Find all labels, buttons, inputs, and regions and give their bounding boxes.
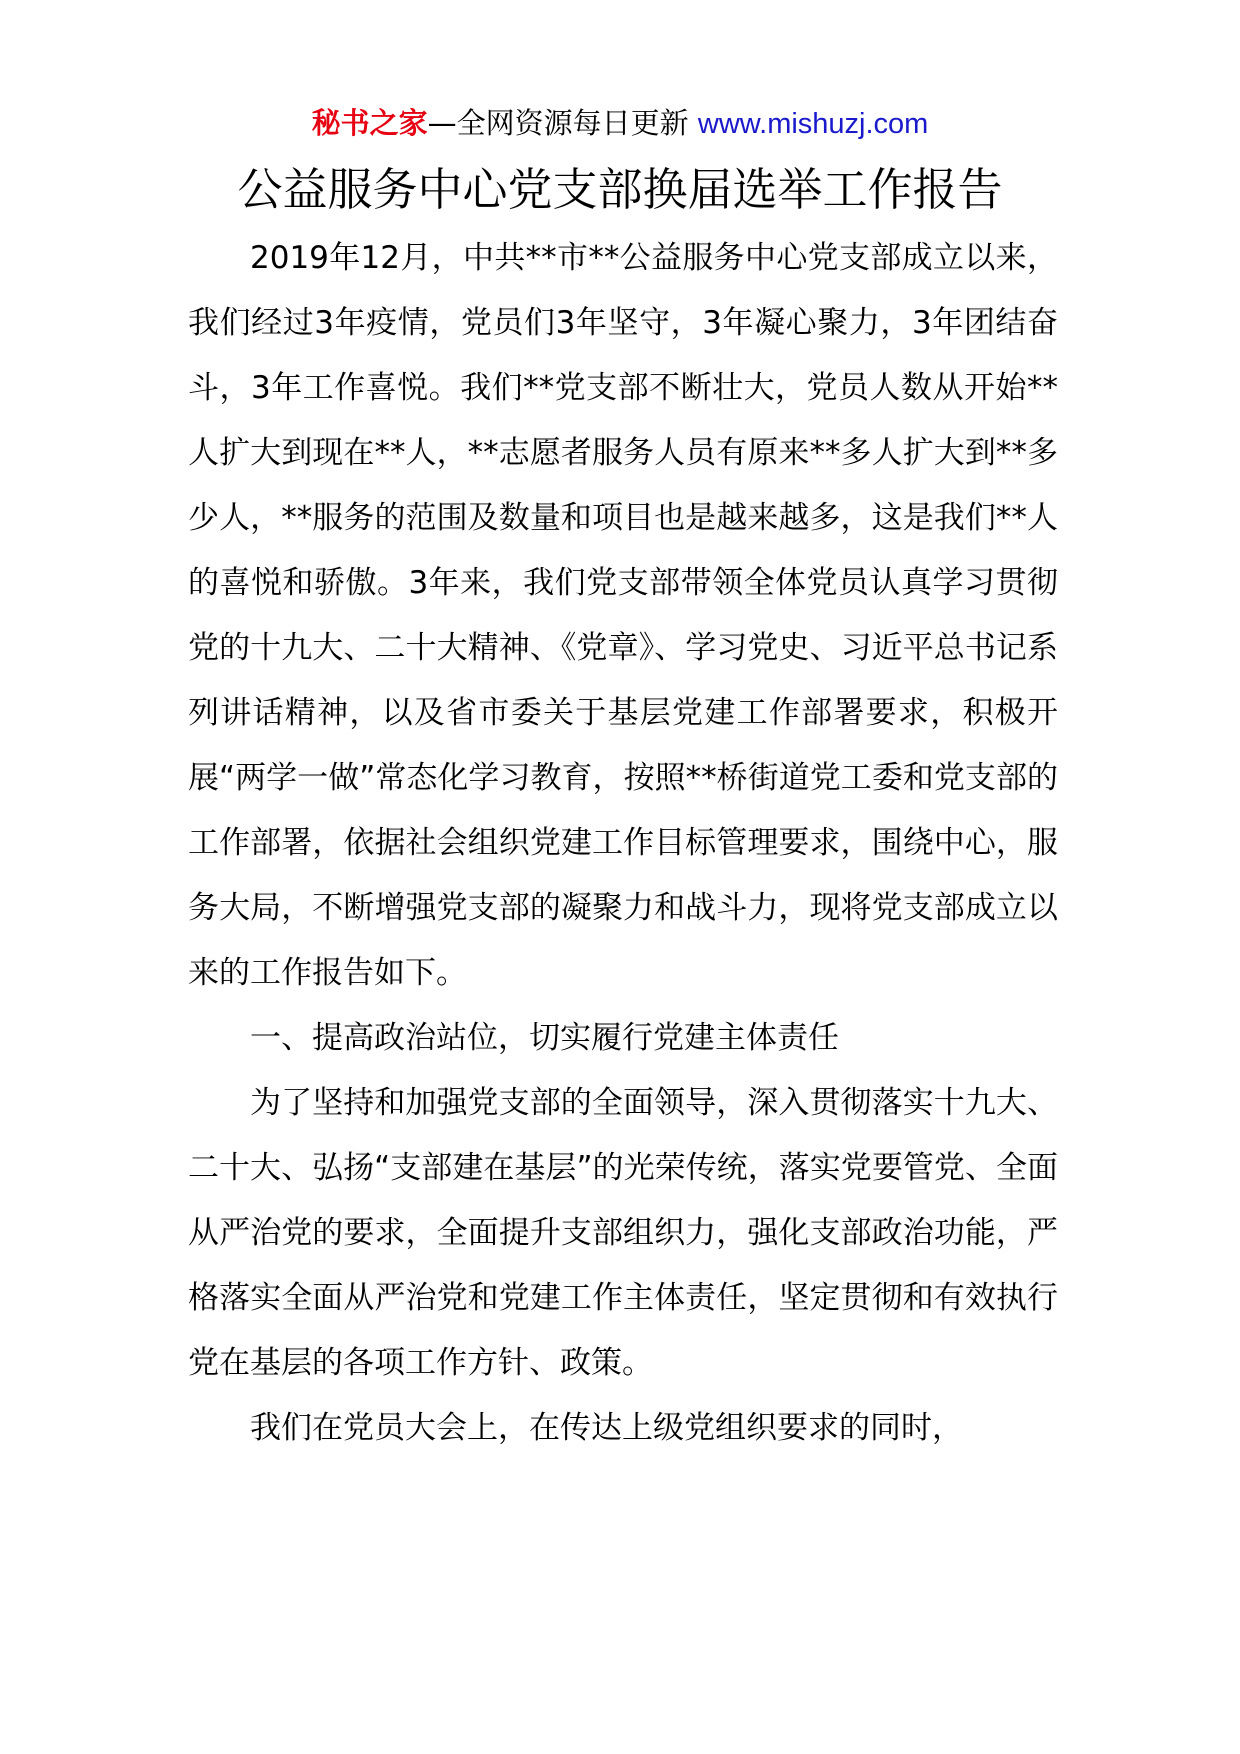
site-header: [0, 102, 1240, 145]
document-body: [188, 226, 1058, 1461]
document-title: 公益服务中心党支部换届选举工作报告: [237, 163, 1003, 216]
section-heading-1: 一、提高政治站位，切实履行党建主体责任: [250, 1020, 839, 1056]
paragraph-continued: 我们在党员大会上，在传达上级党组织要求的同时，: [250, 1410, 963, 1446]
site-url-link[interactable]: www.mishuzj.com: [697, 108, 929, 140]
site-tagline: —全网资源每日更新: [427, 106, 689, 140]
site-brand: 秘书之家: [311, 106, 428, 140]
paragraph-intro: 2019年12月，中共**市**公益服务中心党支部成立以来，我们经过3年疫情，党员们3年坚守，3年凝心聚力，3年团结奋斗，3年工作喜悦。我们**党支部不断壮大，党员人数从开始**人扩大到现在**人，**志愿者服务人员有原来**多人扩大到**多少人，**服务的范围及数量和项目也是越来越多，这是我们**人的喜悦和骄傲。3年来，我们党支部带领全体党员认真学习贯彻党的十九大、二十大精神、《党章》、学习党史、习近平总书记系列讲话精神，以及省市委关于基层党建工作部署要求，积极开展“两学一做”常态化学习教育，按照**桥街道党工委和党支部的工作部署，依据社会组织党建工作目标管理要求，围绕中心，服务大局，不断增强党支部的凝聚力和战斗力，现将党支部成立以来的工作报告如下。: [188, 240, 1058, 991]
paragraph-section-1: 为了坚持和加强党支部的全面领导，深入贯彻落实十九大、二十大、弘扬“支部建在基层”的光荣传统，落实党要管党、全面从严治党的要求，全面提升支部组织力，强化支部政治功能，严格落实全面从严治党和党建工作主体责任，坚定贯彻和有效执行党在基层的各项工作方针、政策。: [188, 1085, 1058, 1381]
